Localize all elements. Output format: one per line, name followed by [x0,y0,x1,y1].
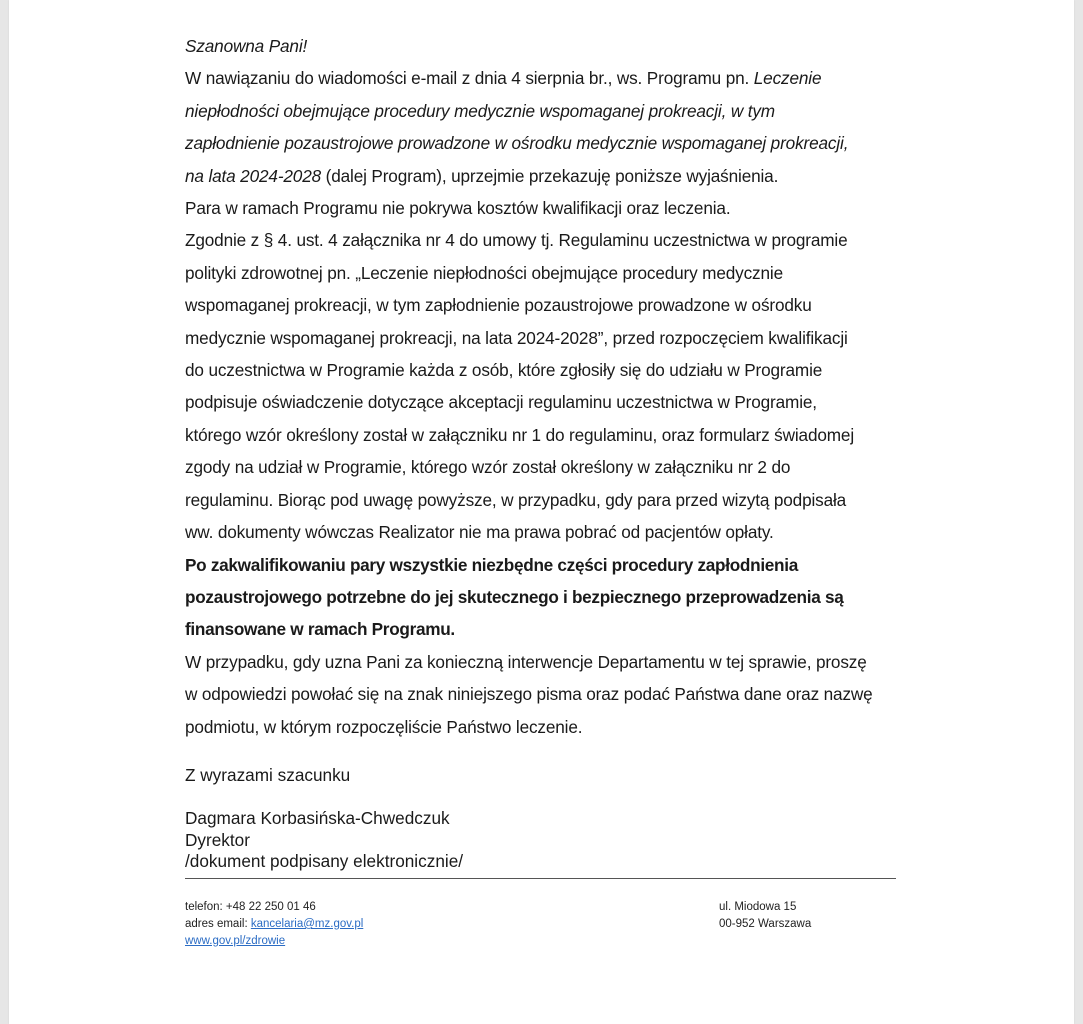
text-line: W przypadku, gdy uzna Pani za konieczną interwencje Departamentu w tej sprawie, proszę [185,651,867,672]
reference-text: W nawiązaniu do wiadomości e-mail z dnia 4 sierpnia br., ws. Programu pn. [185,68,754,89]
text-line: polityki zdrowotnej pn. „Leczenie niepłodności obejmujące procedury medycznie [185,262,783,283]
text-line: Zgodnie z § 4. ust. 4 załącznika nr 4 do umowy tj. Regulaminu uczestnictwa w programie [185,230,848,251]
salutation: Szanowna Pani! [185,36,308,56]
text-line: do uczestnictwa w Programie każda z osób, które zgłosiły się do udziału w Programie [185,360,823,381]
document-page [9,0,1074,1024]
paragraph-costs: Para w ramach Programu nie pokrywa kosztów kwalifikacji oraz leczenia. [185,198,731,219]
text-line: finansowane w ramach Programu. [185,619,455,640]
closing: Z wyrazami szacunku [185,765,351,785]
signature-note: /dokument podpisany elektronicznie/ [185,851,464,871]
text-line: pozaustrojowego potrzebne do jej skutecznego i bezpiecznego przeprowadzenia są [185,586,844,607]
email-link[interactable]: kancelaria@mz.gov.pl [250,918,364,930]
program-name: na lata 2024-2028 [185,165,322,186]
paragraph-financing-bold [185,549,905,646]
text-line: którego wzór określony został w załączniku nr 1 do regulaminu, oraz formularz świadomej [185,424,855,445]
signatory-name: Dagmara Korbasińska-Chwedczuk [185,808,450,828]
program-name: Leczenie [753,68,822,89]
signature-block [185,808,463,873]
footer-address [719,899,811,933]
text-line: podpisuje oświadczenie dotyczące akceptacji regulaminu uczestnictwa w Programie, [185,392,817,413]
paragraph-intervention [185,646,905,743]
footer-email-label: adres email: [185,918,251,930]
signatory-title: Dyrektor [185,829,250,850]
paragraph-reference [185,62,905,192]
footer-phone: telefon: +48 22 250 01 46 [185,901,316,913]
address-street: ul. Miodowa 15 [719,901,797,913]
text-line: wspomaganej prokreacji, w tym zapłodnienie pozaustrojowe prowadzone w ośrodku [185,295,812,316]
website-link[interactable]: www.gov.pl/zdrowie [185,935,286,947]
address-city: 00-952 Warszawa [719,918,812,930]
letter-body [185,30,905,743]
text-line: medycznie wspomaganej prokreacji, na lata 2024-2028”, przed rozpoczęciem kwalifikacji [185,327,848,348]
reference-text: (dalej Program), uprzejmie przekazuję poniższe wyjaśnienia. [321,165,779,186]
paragraph-regulations [185,224,905,548]
text-line: ww. dokumenty wówczas Realizator nie ma prawa pobrać od pacjentów opłaty. [185,522,774,543]
text-line: regulaminu. Biorąc pod uwagę powyższe, w przypadku, gdy para przed wizytą podpisała [185,489,847,510]
text-line: w odpowiedzi powołać się na znak niniejszego pisma oraz podać Państwa dane oraz nazwę [185,684,873,705]
program-name: zapłodnienie pozaustrojowe prowadzone w ośrodku medycznie wspomaganej prokreacji, [185,133,849,154]
text-line: Po zakwalifikowaniu pary wszystkie niezbędne części procedury zapłodnienia [185,554,798,575]
footer-divider [185,878,896,879]
text-line: zgody na udział w Programie, którego wzór został określony w załączniku nr 2 do [185,457,791,478]
footer-contact [185,899,363,950]
text-line: podmiotu, w którym rozpoczęliście Państwo leczenie. [185,716,583,737]
program-name: niepłodności obejmujące procedury medycznie wspomaganej prokreacji, w tym [185,100,775,121]
